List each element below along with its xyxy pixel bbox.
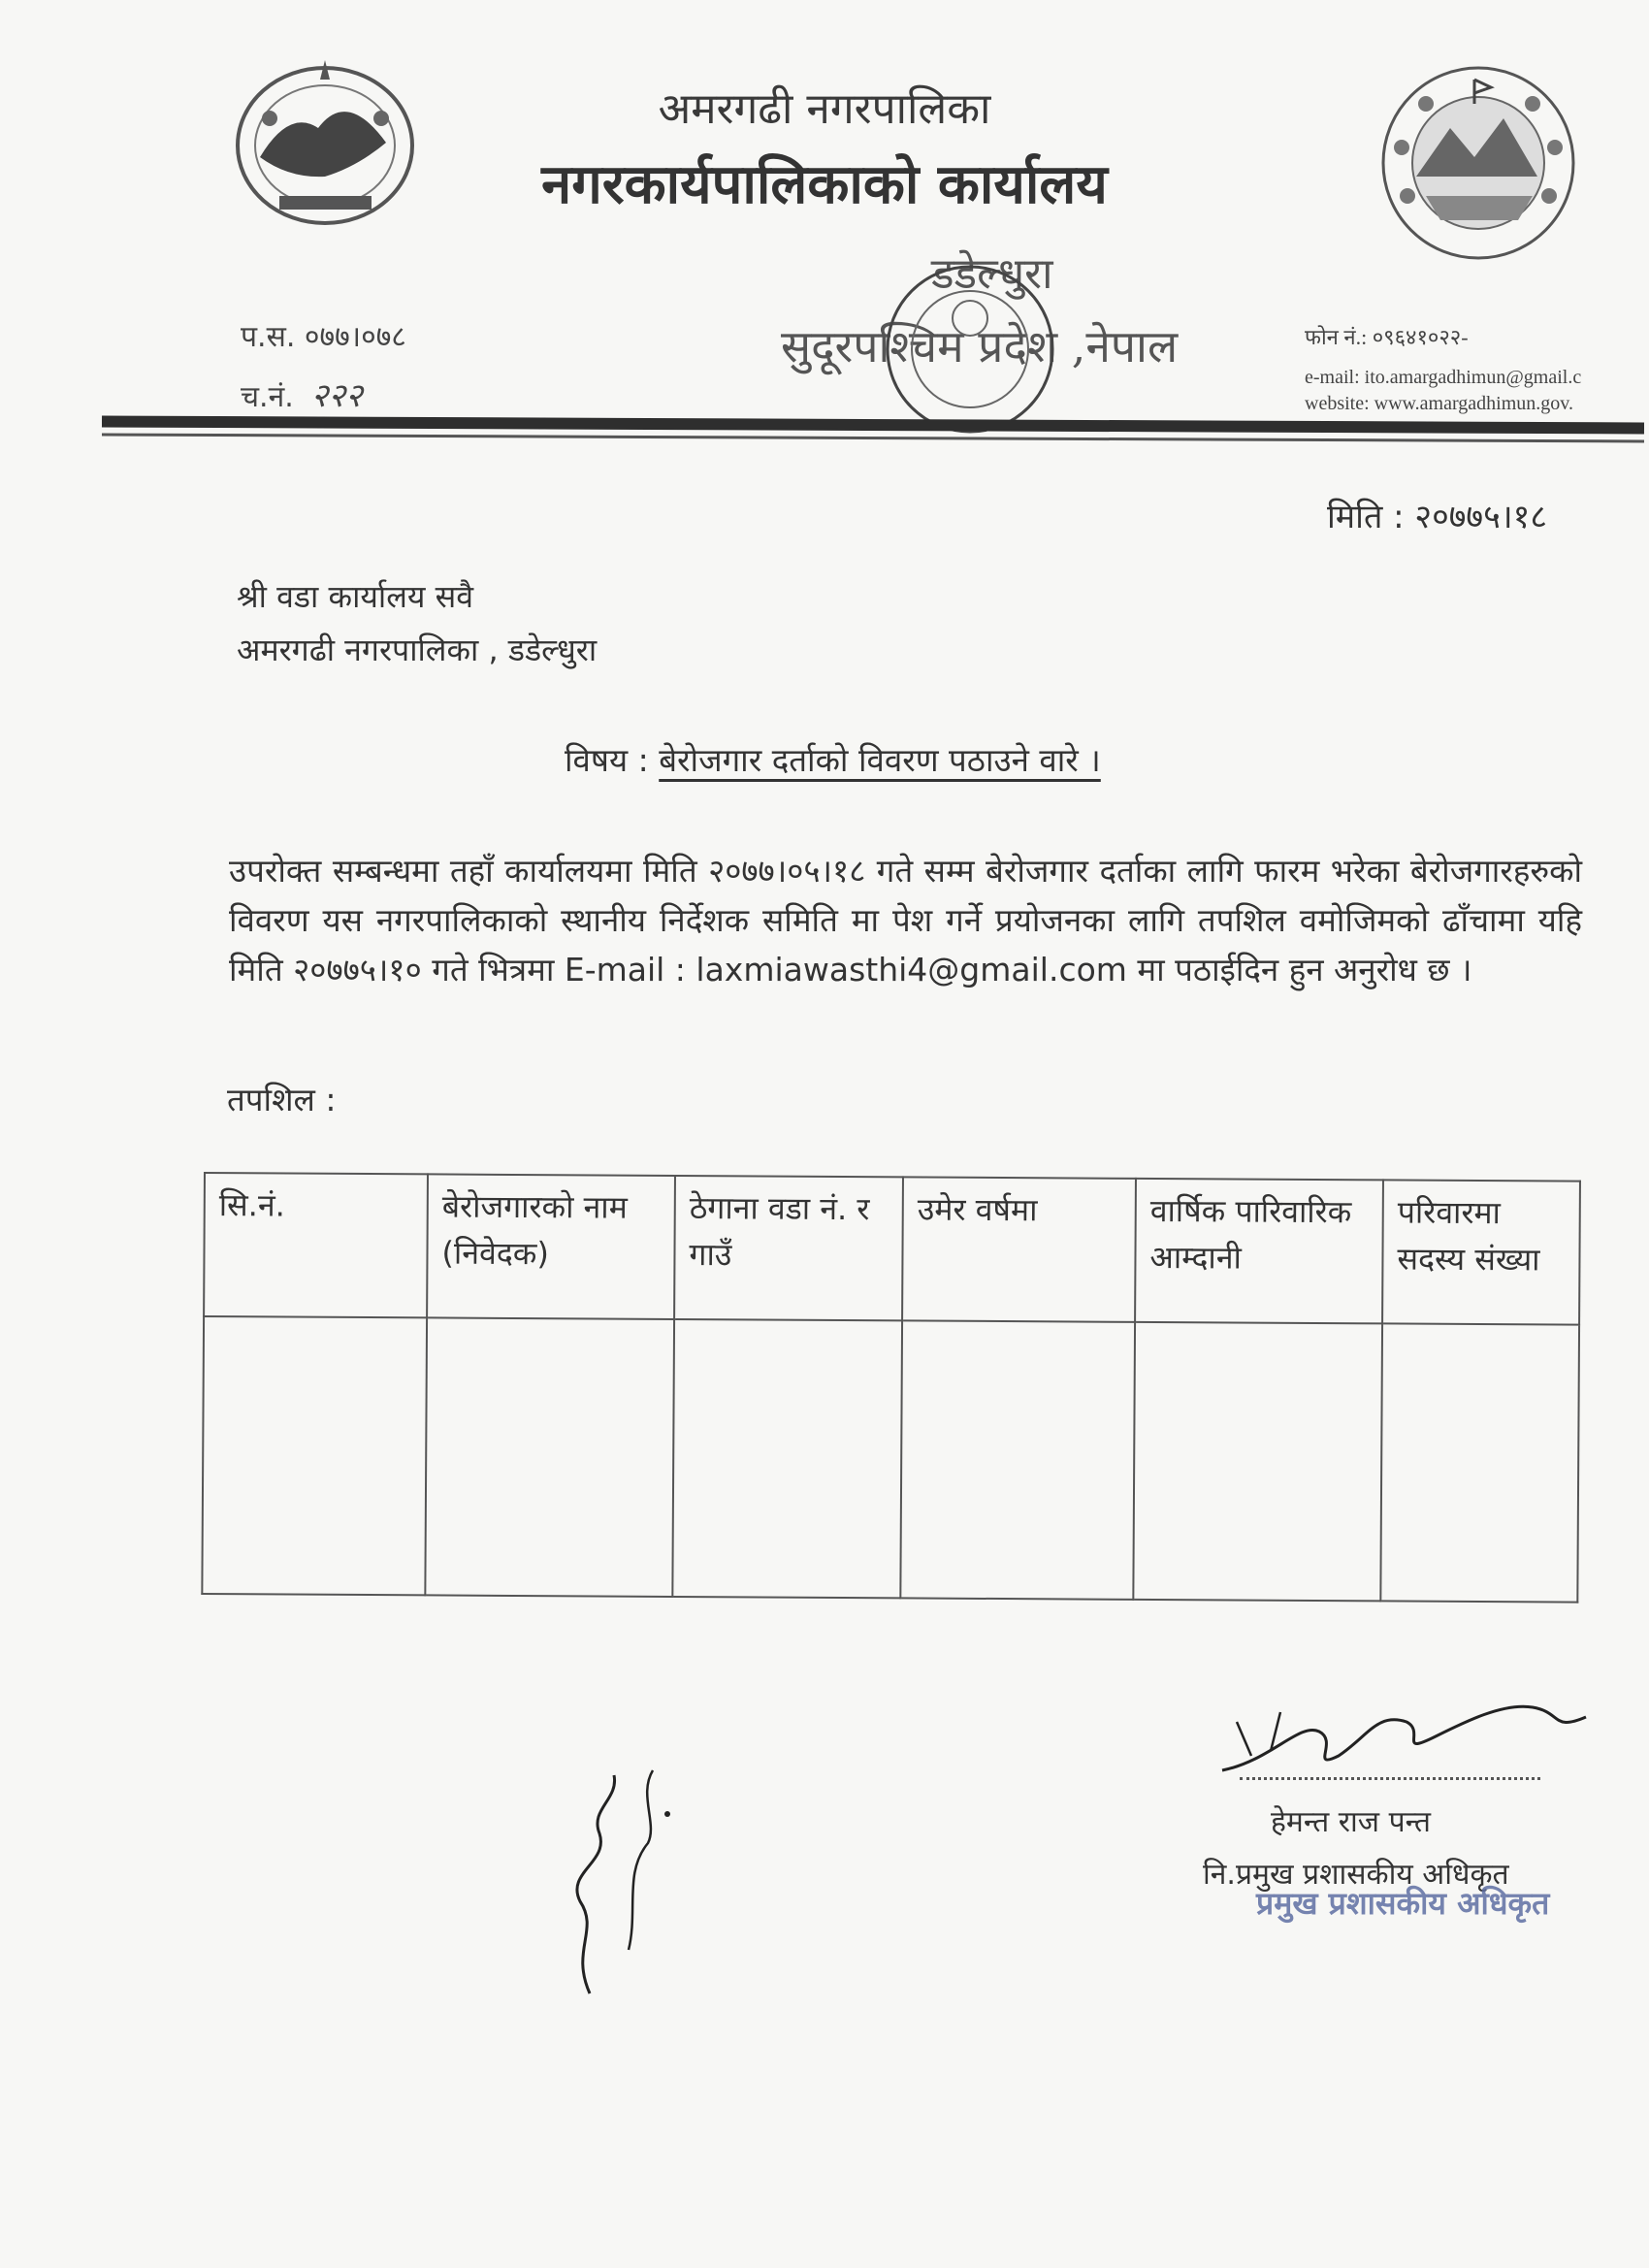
email-address: e-mail: ito.amargadhimun@gmail.c [1305, 367, 1582, 388]
table-cell [202, 1316, 427, 1595]
subject-line [565, 737, 1101, 781]
dispatch-number-value: २२२ [310, 376, 363, 415]
col-family-members: परिवारमा सदस्य संख्या [1382, 1180, 1580, 1324]
details-label: तपशिल : [227, 1081, 337, 1118]
district-name: डडेल्धुरा [931, 249, 1053, 299]
office-stamp [873, 260, 1067, 439]
signature-line [1240, 1777, 1540, 1780]
table-cell [900, 1320, 1135, 1599]
dispatch-number: च.नं. २२२ [241, 376, 363, 415]
municipality-name: अमरगढी नगरपालिका [658, 84, 991, 134]
col-serial-no: सि.नं. [204, 1173, 428, 1317]
recipient-line-2: अमरगढी नगरपालिका , डडेल्धुरा [237, 632, 598, 668]
col-age: उमेर वर्षमा [902, 1177, 1136, 1321]
reference-number: प.स. ०७७।०७८ [241, 320, 406, 354]
website-address: website: www.amargadhimun.gov. [1305, 393, 1573, 414]
unemployment-details-table [201, 1172, 1581, 1604]
signer-name: हेमन्त राज पन्त [1271, 1805, 1431, 1839]
col-address-ward: ठेगाना वडा नं. र गाउँ [674, 1176, 903, 1320]
table-cell [1133, 1322, 1382, 1602]
subject-label: विषय : [565, 741, 649, 779]
recipient-line-1: श्री वडा कार्यालय सवै [237, 578, 474, 615]
table-cell [425, 1317, 674, 1597]
table-header-row [204, 1173, 1580, 1325]
col-annual-income: वार्षिक पारिवारिक आम्दानी [1135, 1179, 1383, 1324]
col-applicant-name: बेरोजगारको नाम (निवेदक) [427, 1174, 675, 1319]
letter-body: उपरोक्त सम्बन्धमा तहाँ कार्यालयमा मिति २०७७।०५।१८ गते सम्म बेरोजगार दर्ताका लागि फारम भरेका बेरोजगारहरुको विवरण यस नगरपालिकाको स्थानीय निर्देशक समिति मा पेश गर्ने प्रयोजनका लागि तपशिल वमोजिमको ढाँचामा यहि मिति २०७७५।१० गते भित्रमा E-mail : laxmiawasthi4@gmail.com मा पठाईदिन हुन अनुरोध छ । [229, 852, 1582, 988]
signer-title: नि.प्रमुख प्रशासकीय अधिकृत [1203, 1858, 1509, 1892]
subject-text: बेरोजगार दर्ताको विवरण पठाउने वारे । [659, 741, 1101, 779]
official-seal-title: प्रमुख प्रशासकीय अधिकृत [1256, 1885, 1550, 1922]
province-name: सुदूरपश्चिम प्रदेश ,नेपाल [781, 320, 1179, 373]
letter-date: मिति : २०७७५।१८ [1327, 498, 1548, 536]
office-name: नगरकार्यपालिकाको कार्यालय [541, 152, 1108, 216]
phone-number: फोन नं.: ०९६४१०२२- [1305, 325, 1469, 349]
initials-signature [532, 1756, 687, 2003]
table-row [202, 1316, 1579, 1603]
table-cell [1380, 1323, 1579, 1602]
table-cell [672, 1319, 902, 1598]
